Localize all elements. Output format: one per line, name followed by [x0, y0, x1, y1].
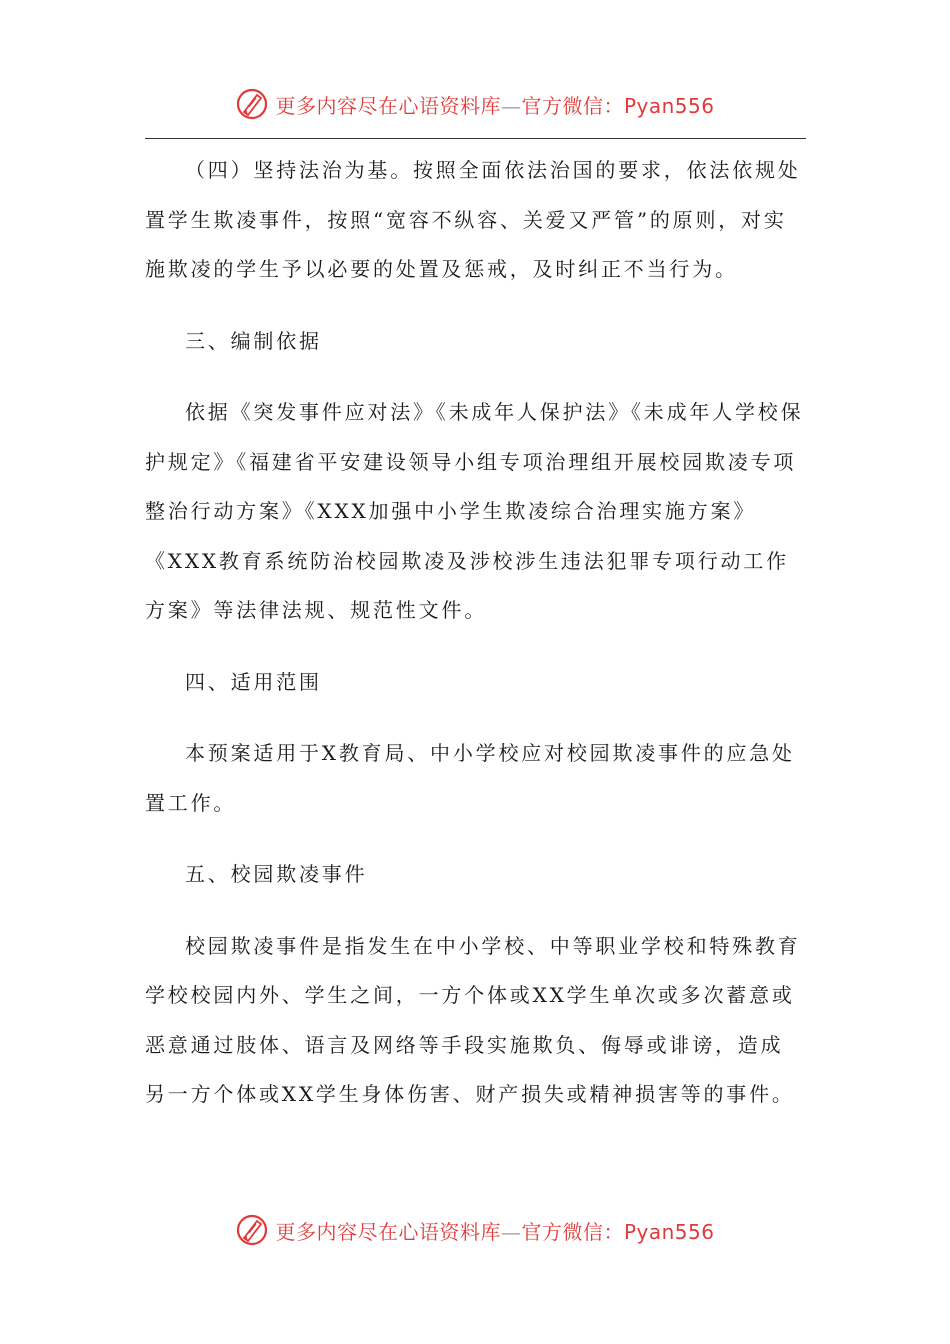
paragraph-principle-four: （四）坚持法治为基。按照全面依法治国的要求，依法依规处置学生欺凌事件，按照“宽容不纵容、关爱又严管”的原则，对实施欺凌的学生予以必要的处置及惩戒，及时纠正不当行为。	[145, 158, 801, 281]
section-heading-basis: 三、编制依据	[185, 328, 322, 353]
footer-separator: —	[500, 1219, 522, 1244]
header-banner	[0, 84, 950, 124]
header-banner-text	[275, 90, 714, 119]
pen-circle-logo-icon	[235, 87, 269, 121]
paragraph-bullying-definition: 校园欺凌事件是指发生在中小学校、中等职业学校和特殊教育学校校园内外、学生之间，一方个体或XX学生单次或多次蓄意或恶意通过肢体、语言及网络等手段实施欺负、侮辱或诽谤，造成另一方个体或XX学生身体伤害、财产损失或精神损害等的事件。	[145, 933, 801, 1106]
footer-banner-text	[275, 1216, 714, 1245]
paragraph-basis: 依据《突发事件应对法》《未成年人保护法》《未成年人学校保护规定》《福建省平安建设领导小组专项治理组开展校园欺凌专项整治行动方案》《XXX加强中小学生欺凌综合治理实施方案》《XXX教育系统防治校园欺凌及涉校涉生违法犯罪专项行动工作方案》等法律法规、规范性文件。	[145, 400, 804, 622]
header-site-name: 更多内容尽在心语资料库	[275, 93, 501, 118]
section-heading-scope: 四、适用范围	[185, 669, 322, 694]
document-body	[145, 146, 806, 1120]
section-heading-bullying-event: 五、校园欺凌事件	[185, 862, 368, 886]
header-wechat: 官方微信：Pyan556	[521, 93, 715, 118]
footer-wechat: 官方微信：Pyan556	[521, 1219, 715, 1244]
footer-site-name: 更多内容尽在心语资料库	[275, 1219, 501, 1244]
header-separator: —	[500, 93, 522, 118]
paragraph-scope: 本预案适用于X教育局、中小学校应对校园欺凌事件的应急处置工作。	[145, 741, 795, 815]
footer-banner	[0, 1210, 950, 1250]
pen-circle-logo-icon	[235, 1213, 269, 1247]
header-divider	[145, 138, 806, 139]
